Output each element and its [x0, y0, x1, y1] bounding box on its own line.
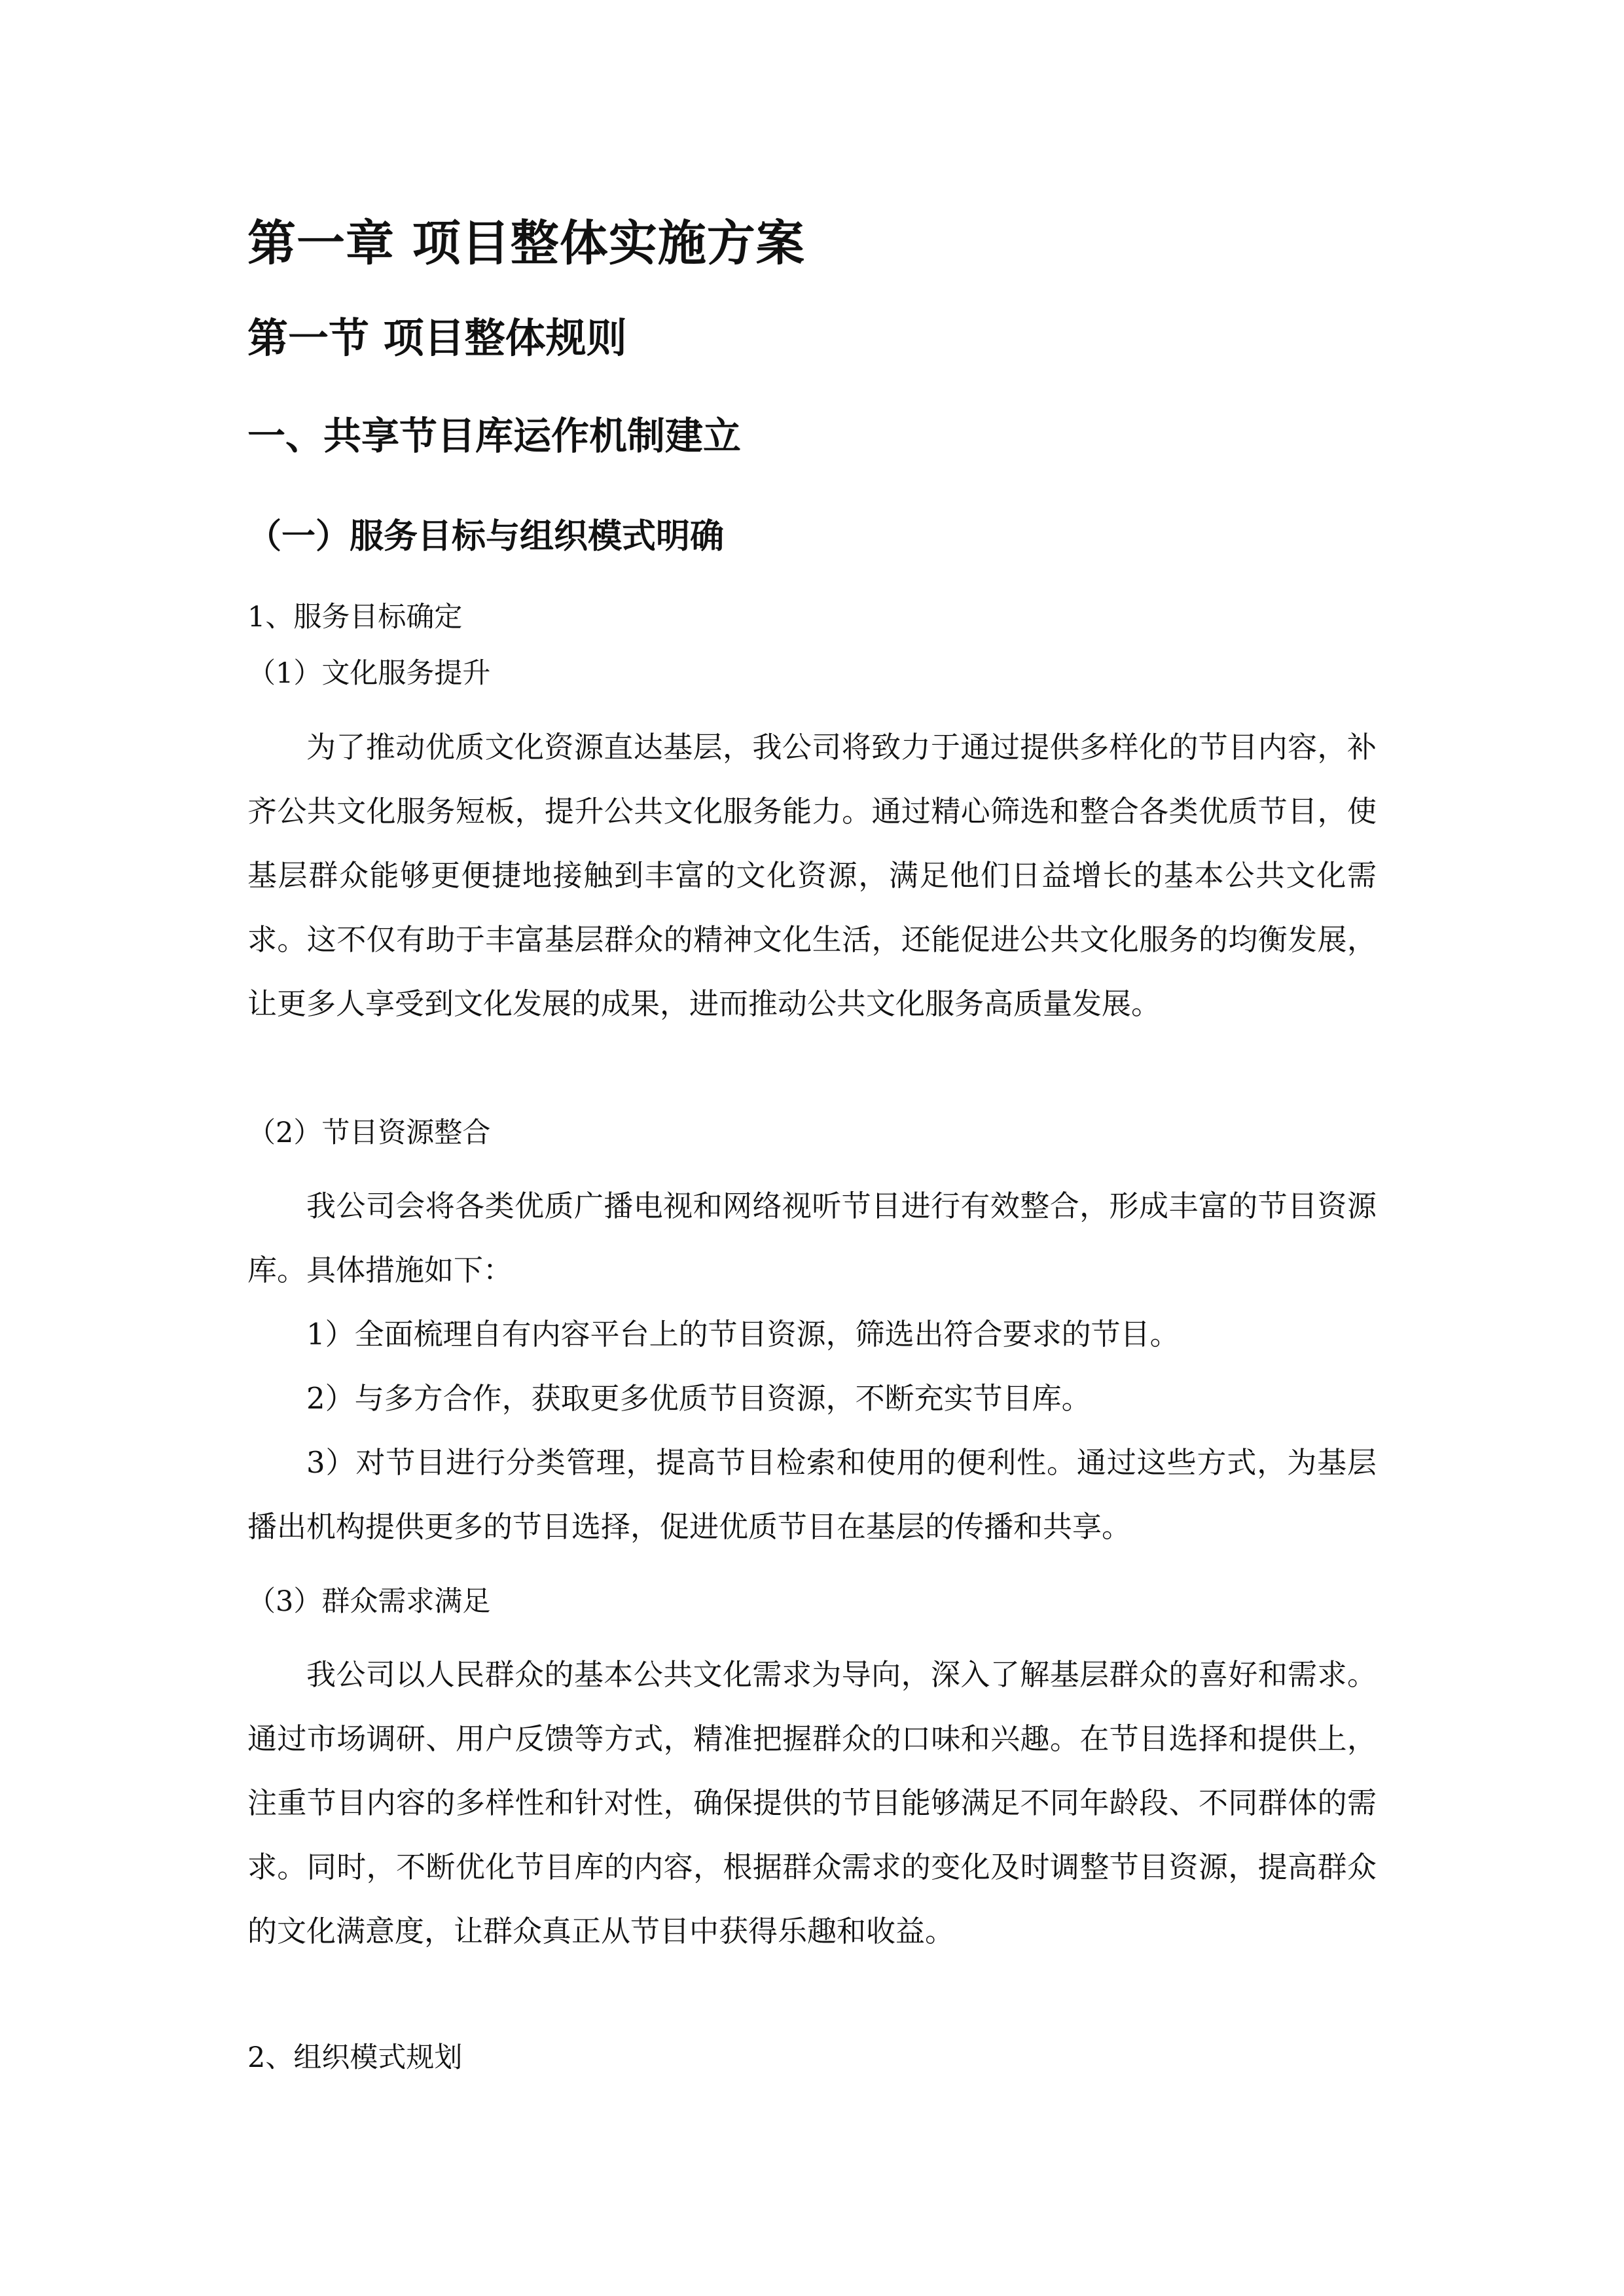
- measure-item: 3）对节目进行分类管理，提高节目检索和使用的便利性。通过这些方式，为基层播出机构提供更多的节目选择，促进优质节目在基层的传播和共享。: [247, 1445, 1377, 1544]
- chapter-title: 第一章 项目整体实施方案: [247, 215, 805, 272]
- item1-sub2-title: （2）节目资源整合: [247, 1117, 491, 1149]
- subsubsection-title: （一）服务目标与组织模式明确: [247, 516, 725, 556]
- item1-sub3-paragraph: 我公司以人民群众的基本公共文化需求为导向，深入了解基层群众的喜好和需求。通过市场调研、用户反馈等方式，精准把握群众的口味和兴趣。在节目选择和提供上，注重节目内容的多样性和针对性，确保提供的节目能够满足不同年龄段、不同群体的需求。同时，不断优化节目库的内容，根据群众需求的变化及时调整节目资源，提高群众的文化满意度，让群众真正从节目中获得乐趣和收益。: [247, 1657, 1377, 1948]
- subsection-title: 一、共享节目库运作机制建立: [247, 414, 742, 458]
- item1-title: 1、服务目标确定: [247, 601, 463, 634]
- document-page: [247, 0, 1377, 2296]
- item1-sub1-paragraph: 为了推动优质文化资源直达基层，我公司将致力于通过提供多样化的节目内容，补齐公共文化服务短板，提升公共文化服务能力。通过精心筛选和整合各类优质节目，使基层群众能够更便捷地接触到丰富的文化资源，满足他们日益增长的基本公共文化需求。这不仅有助于丰富基层群众的精神文化生活，还能促进公共文化服务的均衡发展，让更多人享受到文化发展的成果，进而推动公共文化服务高质量发展。: [247, 730, 1377, 1021]
- section-title: 第一节 项目整体规则: [247, 314, 627, 362]
- measure-item: 1）全面梳理自有内容平台上的节目资源，筛选出符合要求的节目。: [306, 1317, 1180, 1352]
- item1-sub1-title: （1）文化服务提升: [247, 657, 491, 690]
- item1-sub3-title: （3）群众需求满足: [247, 1585, 491, 1618]
- measure-item: 2）与多方合作，获取更多优质节目资源，不断充实节目库。: [306, 1381, 1091, 1416]
- item2-title: 2、组织模式规划: [247, 2041, 463, 2074]
- item1-sub2-paragraph: 我公司会将各类优质广播电视和网络视听节目进行有效整合，形成丰富的节目资源库。具体措施如下：: [247, 1189, 1377, 1287]
